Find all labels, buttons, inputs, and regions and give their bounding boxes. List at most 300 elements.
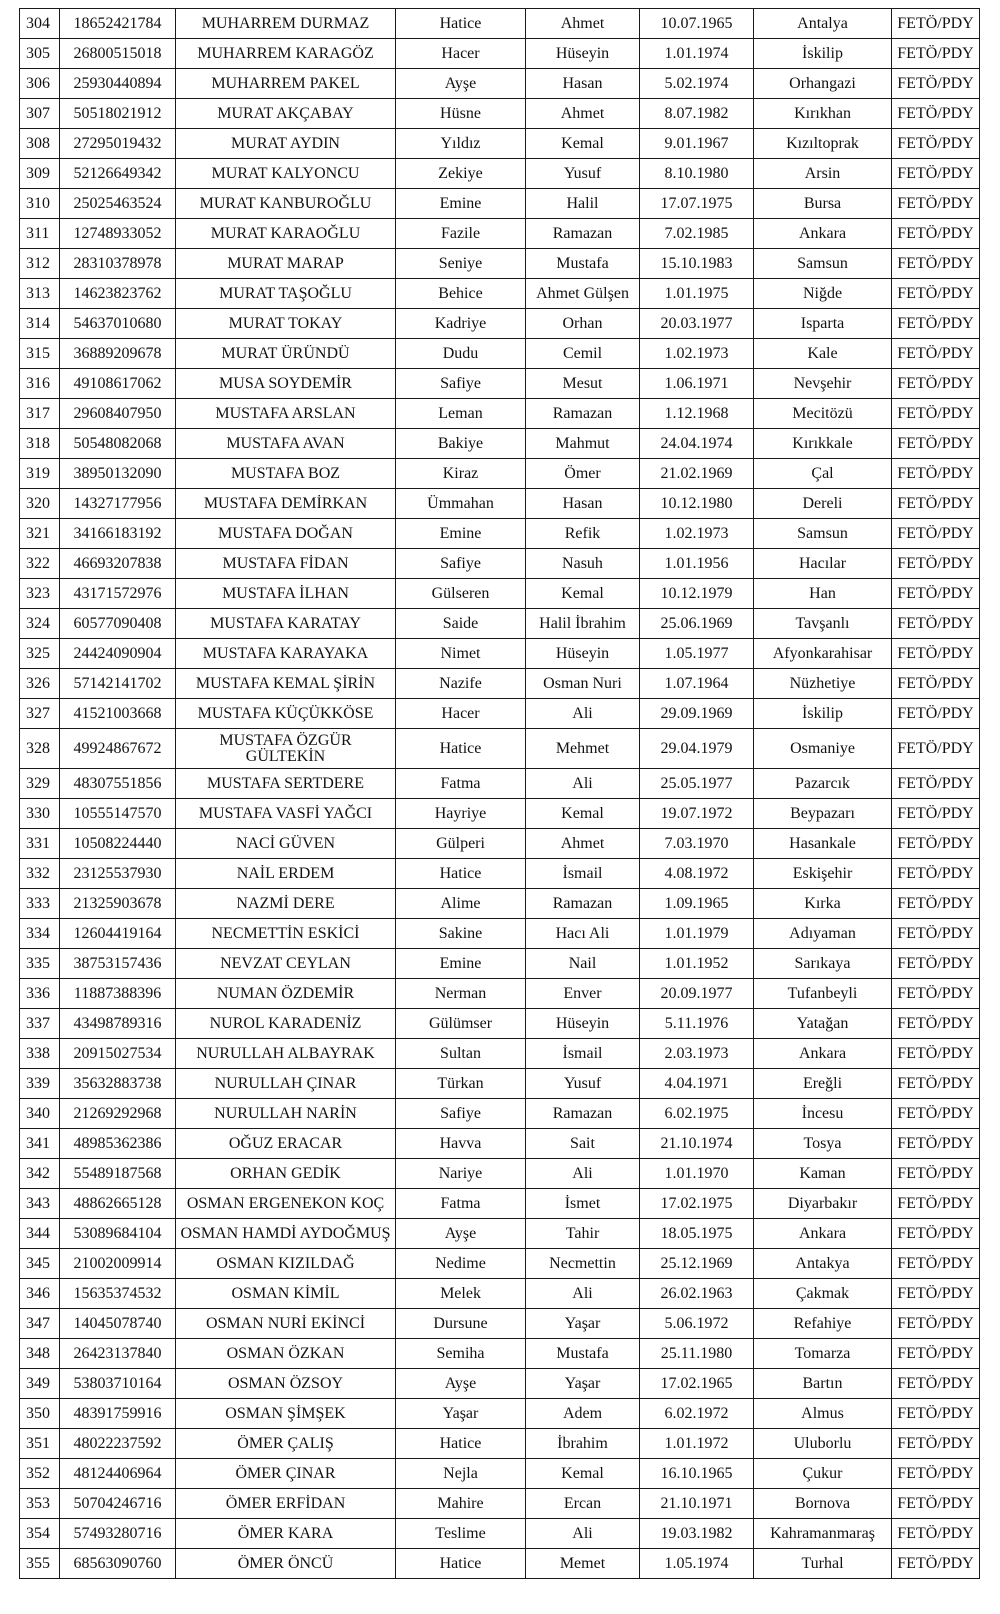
full-name-cell: ÖMER KARA xyxy=(176,1519,396,1549)
father-name-cell: Kemal xyxy=(526,1459,640,1489)
full-name-cell: MUHARREM PAKEL xyxy=(176,69,396,99)
id-number-cell: 26800515018 xyxy=(60,39,176,69)
father-name-cell: Yusuf xyxy=(526,1069,640,1099)
table-row xyxy=(20,129,980,159)
birth-date-cell: 1.02.1973 xyxy=(640,519,754,549)
father-name-cell: Cemil xyxy=(526,339,640,369)
table-row xyxy=(20,1309,980,1339)
table-row xyxy=(20,1039,980,1069)
mother-name-cell: Hacer xyxy=(396,699,526,729)
table-row xyxy=(20,69,980,99)
birth-date-cell: 1.05.1977 xyxy=(640,639,754,669)
table-row xyxy=(20,1159,980,1189)
birth-date-cell: 21.10.1974 xyxy=(640,1129,754,1159)
row-number-cell: 339 xyxy=(20,1069,60,1099)
row-number-cell: 352 xyxy=(20,1459,60,1489)
mother-name-cell: Mahire xyxy=(396,1489,526,1519)
mother-name-cell: Emine xyxy=(396,189,526,219)
organization-cell: FETÖ/PDY xyxy=(892,889,980,919)
id-number-cell: 49924867672 xyxy=(60,729,176,769)
birth-place-cell: Kale xyxy=(754,339,892,369)
father-name-cell: İsmet xyxy=(526,1189,640,1219)
full-name-cell: MUSTAFA ARSLAN xyxy=(176,399,396,429)
father-name-cell: Necmettin xyxy=(526,1249,640,1279)
mother-name-cell: Safiye xyxy=(396,369,526,399)
full-name-cell: ÖMER ÇALIŞ xyxy=(176,1429,396,1459)
father-name-cell: Mesut xyxy=(526,369,640,399)
mother-name-cell: Ayşe xyxy=(396,1219,526,1249)
birth-place-cell: Almus xyxy=(754,1399,892,1429)
father-name-cell: Hasan xyxy=(526,489,640,519)
mother-name-cell: Nazife xyxy=(396,669,526,699)
table-row xyxy=(20,399,980,429)
mother-name-cell: Leman xyxy=(396,399,526,429)
id-number-cell: 48124406964 xyxy=(60,1459,176,1489)
father-name-cell: Ercan xyxy=(526,1489,640,1519)
table-row xyxy=(20,1129,980,1159)
birth-date-cell: 16.10.1965 xyxy=(640,1459,754,1489)
table-row xyxy=(20,889,980,919)
row-number-cell: 341 xyxy=(20,1129,60,1159)
birth-place-cell: Afyonkarahisar xyxy=(754,639,892,669)
birth-place-cell: Dereli xyxy=(754,489,892,519)
mother-name-cell: Nerman xyxy=(396,979,526,1009)
full-name-cell: OSMAN ŞİMŞEK xyxy=(176,1399,396,1429)
organization-cell: FETÖ/PDY xyxy=(892,219,980,249)
mother-name-cell: Bakiye xyxy=(396,429,526,459)
birth-date-cell: 25.05.1977 xyxy=(640,769,754,799)
birth-place-cell: Bornova xyxy=(754,1489,892,1519)
birth-date-cell: 7.02.1985 xyxy=(640,219,754,249)
organization-cell: FETÖ/PDY xyxy=(892,1399,980,1429)
full-name-cell: MUSTAFA İLHAN xyxy=(176,579,396,609)
table-row xyxy=(20,579,980,609)
birth-date-cell: 20.09.1977 xyxy=(640,979,754,1009)
table-row xyxy=(20,1369,980,1399)
organization-cell: FETÖ/PDY xyxy=(892,1009,980,1039)
mother-name-cell: Melek xyxy=(396,1279,526,1309)
father-name-cell: Mustafa xyxy=(526,1339,640,1369)
mother-name-cell: Gülümser xyxy=(396,1009,526,1039)
full-name-cell: MUSTAFA KÜÇÜKKÖSE xyxy=(176,699,396,729)
father-name-cell: Mustafa xyxy=(526,249,640,279)
organization-cell: FETÖ/PDY xyxy=(892,39,980,69)
row-number-cell: 317 xyxy=(20,399,60,429)
birth-date-cell: 15.10.1983 xyxy=(640,249,754,279)
birth-place-cell: Beypazarı xyxy=(754,799,892,829)
birth-place-cell: Refahiye xyxy=(754,1309,892,1339)
birth-date-cell: 1.01.1974 xyxy=(640,39,754,69)
full-name-cell: NUROL KARADENİZ xyxy=(176,1009,396,1039)
birth-place-cell: Hacılar xyxy=(754,549,892,579)
table-row xyxy=(20,1069,980,1099)
birth-date-cell: 8.10.1980 xyxy=(640,159,754,189)
mother-name-cell: Kiraz xyxy=(396,459,526,489)
father-name-cell: Memet xyxy=(526,1549,640,1579)
row-number-cell: 315 xyxy=(20,339,60,369)
id-number-cell: 25930440894 xyxy=(60,69,176,99)
organization-cell: FETÖ/PDY xyxy=(892,699,980,729)
mother-name-cell: Emine xyxy=(396,949,526,979)
row-number-cell: 351 xyxy=(20,1429,60,1459)
organization-cell: FETÖ/PDY xyxy=(892,1549,980,1579)
table-row xyxy=(20,549,980,579)
mother-name-cell: Sakine xyxy=(396,919,526,949)
id-number-cell: 43498789316 xyxy=(60,1009,176,1039)
birth-date-cell: 2.03.1973 xyxy=(640,1039,754,1069)
birth-date-cell: 1.01.1975 xyxy=(640,279,754,309)
table-row xyxy=(20,369,980,399)
father-name-cell: Ahmet xyxy=(526,99,640,129)
organization-cell: FETÖ/PDY xyxy=(892,309,980,339)
full-name-cell: NURULLAH ÇINAR xyxy=(176,1069,396,1099)
father-name-cell: İsmail xyxy=(526,859,640,889)
organization-cell: FETÖ/PDY xyxy=(892,519,980,549)
mother-name-cell: Nariye xyxy=(396,1159,526,1189)
id-number-cell: 28310378978 xyxy=(60,249,176,279)
birth-date-cell: 10.07.1965 xyxy=(640,9,754,39)
full-name-cell: MUHARREM DURMAZ xyxy=(176,9,396,39)
organization-cell: FETÖ/PDY xyxy=(892,1519,980,1549)
row-number-cell: 325 xyxy=(20,639,60,669)
id-number-cell: 23125537930 xyxy=(60,859,176,889)
birth-place-cell: İskilip xyxy=(754,699,892,729)
full-name-cell: NEVZAT CEYLAN xyxy=(176,949,396,979)
father-name-cell: Yusuf xyxy=(526,159,640,189)
organization-cell: FETÖ/PDY xyxy=(892,609,980,639)
father-name-cell: Mehmet xyxy=(526,729,640,769)
row-number-cell: 342 xyxy=(20,1159,60,1189)
mother-name-cell: Ayşe xyxy=(396,1369,526,1399)
row-number-cell: 329 xyxy=(20,769,60,799)
full-name-cell: NACİ GÜVEN xyxy=(176,829,396,859)
organization-cell: FETÖ/PDY xyxy=(892,129,980,159)
full-name-cell: ÖMER ÇINAR xyxy=(176,1459,396,1489)
birth-date-cell: 6.02.1975 xyxy=(640,1099,754,1129)
table-row xyxy=(20,249,980,279)
organization-cell: FETÖ/PDY xyxy=(892,1249,980,1279)
birth-place-cell: Samsun xyxy=(754,249,892,279)
full-name-cell: MUSTAFA KARAYAKA xyxy=(176,639,396,669)
row-number-cell: 310 xyxy=(20,189,60,219)
organization-cell: FETÖ/PDY xyxy=(892,369,980,399)
organization-cell: FETÖ/PDY xyxy=(892,1309,980,1339)
birth-date-cell: 1.05.1974 xyxy=(640,1549,754,1579)
father-name-cell: Ömer xyxy=(526,459,640,489)
id-number-cell: 50518021912 xyxy=(60,99,176,129)
birth-place-cell: Ankara xyxy=(754,1219,892,1249)
birth-date-cell: 17.02.1965 xyxy=(640,1369,754,1399)
mother-name-cell: Ümmahan xyxy=(396,489,526,519)
id-number-cell: 10508224440 xyxy=(60,829,176,859)
birth-date-cell: 19.07.1972 xyxy=(640,799,754,829)
birth-place-cell: Antakya xyxy=(754,1249,892,1279)
organization-cell: FETÖ/PDY xyxy=(892,669,980,699)
birth-place-cell: Kırıkhan xyxy=(754,99,892,129)
row-number-cell: 350 xyxy=(20,1399,60,1429)
father-name-cell: Orhan xyxy=(526,309,640,339)
full-name-cell: MUSTAFA AVAN xyxy=(176,429,396,459)
birth-place-cell: Kaman xyxy=(754,1159,892,1189)
id-number-cell: 49108617062 xyxy=(60,369,176,399)
birth-place-cell: Arsin xyxy=(754,159,892,189)
mother-name-cell: Gülseren xyxy=(396,579,526,609)
id-number-cell: 14327177956 xyxy=(60,489,176,519)
father-name-cell: Tahir xyxy=(526,1219,640,1249)
birth-date-cell: 1.01.1952 xyxy=(640,949,754,979)
table-row xyxy=(20,769,980,799)
full-name-cell: NUMAN ÖZDEMİR xyxy=(176,979,396,1009)
mother-name-cell: Hacer xyxy=(396,39,526,69)
birth-date-cell: 20.03.1977 xyxy=(640,309,754,339)
id-number-cell: 57142141702 xyxy=(60,669,176,699)
id-number-cell: 21269292968 xyxy=(60,1099,176,1129)
mother-name-cell: Havva xyxy=(396,1129,526,1159)
full-name-cell: MUSTAFA FİDAN xyxy=(176,549,396,579)
birth-date-cell: 1.01.1979 xyxy=(640,919,754,949)
birth-place-cell: Adıyaman xyxy=(754,919,892,949)
table-row xyxy=(20,669,980,699)
full-name-cell: OSMAN HAMDİ AYDOĞMUŞ xyxy=(176,1219,396,1249)
id-number-cell: 20915027534 xyxy=(60,1039,176,1069)
mother-name-cell: Hatice xyxy=(396,9,526,39)
row-number-cell: 309 xyxy=(20,159,60,189)
full-name-cell: MUSTAFA KEMAL ŞİRİN xyxy=(176,669,396,699)
organization-cell: FETÖ/PDY xyxy=(892,279,980,309)
full-name-cell: MUSTAFA SERTDERE xyxy=(176,769,396,799)
mother-name-cell: Hüsne xyxy=(396,99,526,129)
father-name-cell: Halil xyxy=(526,189,640,219)
full-name-cell: MUSTAFA BOZ xyxy=(176,459,396,489)
id-number-cell: 35632883738 xyxy=(60,1069,176,1099)
table-row xyxy=(20,1519,980,1549)
mother-name-cell: Yaşar xyxy=(396,1399,526,1429)
birth-place-cell: Kırıkkale xyxy=(754,429,892,459)
row-number-cell: 330 xyxy=(20,799,60,829)
id-number-cell: 53803710164 xyxy=(60,1369,176,1399)
mother-name-cell: Seniye xyxy=(396,249,526,279)
full-name-cell: OSMAN ÖZKAN xyxy=(176,1339,396,1369)
father-name-cell: Adem xyxy=(526,1399,640,1429)
id-number-cell: 48985362386 xyxy=(60,1129,176,1159)
mother-name-cell: Sultan xyxy=(396,1039,526,1069)
birth-place-cell: Turhal xyxy=(754,1549,892,1579)
id-number-cell: 68563090760 xyxy=(60,1549,176,1579)
birth-place-cell: Kahramanmaraş xyxy=(754,1519,892,1549)
row-number-cell: 328 xyxy=(20,729,60,769)
row-number-cell: 311 xyxy=(20,219,60,249)
row-number-cell: 347 xyxy=(20,1309,60,1339)
birth-date-cell: 4.08.1972 xyxy=(640,859,754,889)
organization-cell: FETÖ/PDY xyxy=(892,1039,980,1069)
mother-name-cell: Fazile xyxy=(396,219,526,249)
birth-place-cell: Ereğli xyxy=(754,1069,892,1099)
father-name-cell: Ali xyxy=(526,769,640,799)
organization-cell: FETÖ/PDY xyxy=(892,459,980,489)
organization-cell: FETÖ/PDY xyxy=(892,579,980,609)
birth-date-cell: 1.06.1971 xyxy=(640,369,754,399)
row-number-cell: 319 xyxy=(20,459,60,489)
table-row xyxy=(20,1429,980,1459)
full-name-cell: OSMAN NURİ EKİNCİ xyxy=(176,1309,396,1339)
row-number-cell: 349 xyxy=(20,1369,60,1399)
birth-place-cell: Eskişehir xyxy=(754,859,892,889)
full-name-cell: NAZMİ DERE xyxy=(176,889,396,919)
mother-name-cell: Dursune xyxy=(396,1309,526,1339)
birth-place-cell: Bartın xyxy=(754,1369,892,1399)
mother-name-cell: Hayriye xyxy=(396,799,526,829)
table-row xyxy=(20,949,980,979)
row-number-cell: 331 xyxy=(20,829,60,859)
birth-place-cell: Isparta xyxy=(754,309,892,339)
row-number-cell: 324 xyxy=(20,609,60,639)
full-name-cell: MUSTAFA DOĞAN xyxy=(176,519,396,549)
table-row xyxy=(20,1489,980,1519)
row-number-cell: 312 xyxy=(20,249,60,279)
birth-place-cell: Yatağan xyxy=(754,1009,892,1039)
table-row xyxy=(20,1189,980,1219)
father-name-cell: Hüseyin xyxy=(526,39,640,69)
full-name-cell: MUSTAFA DEMİRKAN xyxy=(176,489,396,519)
birth-date-cell: 1.12.1968 xyxy=(640,399,754,429)
mother-name-cell: Kadriye xyxy=(396,309,526,339)
father-name-cell: Ahmet xyxy=(526,829,640,859)
row-number-cell: 345 xyxy=(20,1249,60,1279)
table-row xyxy=(20,219,980,249)
organization-cell: FETÖ/PDY xyxy=(892,799,980,829)
mother-name-cell: Gülperi xyxy=(396,829,526,859)
full-name-cell: NECMETTİN ESKİCİ xyxy=(176,919,396,949)
father-name-cell: Hüseyin xyxy=(526,1009,640,1039)
organization-cell: FETÖ/PDY xyxy=(892,1099,980,1129)
table-row xyxy=(20,609,980,639)
father-name-cell: Ramazan xyxy=(526,889,640,919)
id-number-cell: 38753157436 xyxy=(60,949,176,979)
full-name-cell: MUHARREM KARAGÖZ xyxy=(176,39,396,69)
organization-cell: FETÖ/PDY xyxy=(892,859,980,889)
id-number-cell: 14045078740 xyxy=(60,1309,176,1339)
organization-cell: FETÖ/PDY xyxy=(892,1219,980,1249)
birth-place-cell: Antalya xyxy=(754,9,892,39)
row-number-cell: 321 xyxy=(20,519,60,549)
birth-place-cell: Niğde xyxy=(754,279,892,309)
father-name-cell: Kemal xyxy=(526,579,640,609)
full-name-cell: OĞUZ ERACAR xyxy=(176,1129,396,1159)
id-number-cell: 48391759916 xyxy=(60,1399,176,1429)
birth-date-cell: 25.11.1980 xyxy=(640,1339,754,1369)
father-name-cell: Hasan xyxy=(526,69,640,99)
table-row xyxy=(20,729,980,769)
organization-cell: FETÖ/PDY xyxy=(892,949,980,979)
id-number-cell: 60577090408 xyxy=(60,609,176,639)
id-number-cell: 14623823762 xyxy=(60,279,176,309)
full-name-cell: OSMAN ÖZSOY xyxy=(176,1369,396,1399)
row-number-cell: 326 xyxy=(20,669,60,699)
father-name-cell: Ali xyxy=(526,699,640,729)
id-number-cell: 57493280716 xyxy=(60,1519,176,1549)
birth-place-cell: Nevşehir xyxy=(754,369,892,399)
organization-cell: FETÖ/PDY xyxy=(892,1459,980,1489)
row-number-cell: 346 xyxy=(20,1279,60,1309)
full-name-cell: OSMAN KIZILDAĞ xyxy=(176,1249,396,1279)
full-name-cell: NAİL ERDEM xyxy=(176,859,396,889)
table-row xyxy=(20,339,980,369)
id-number-cell: 29608407950 xyxy=(60,399,176,429)
father-name-cell: İsmail xyxy=(526,1039,640,1069)
row-number-cell: 334 xyxy=(20,919,60,949)
organization-cell: FETÖ/PDY xyxy=(892,189,980,219)
mother-name-cell: Dudu xyxy=(396,339,526,369)
table-row xyxy=(20,1399,980,1429)
table-row xyxy=(20,429,980,459)
father-name-cell: İbrahim xyxy=(526,1429,640,1459)
father-name-cell: Nasuh xyxy=(526,549,640,579)
father-name-cell: Mahmut xyxy=(526,429,640,459)
row-number-cell: 338 xyxy=(20,1039,60,1069)
row-number-cell: 308 xyxy=(20,129,60,159)
table-row xyxy=(20,309,980,339)
birth-date-cell: 1.07.1964 xyxy=(640,669,754,699)
birth-date-cell: 9.01.1967 xyxy=(640,129,754,159)
organization-cell: FETÖ/PDY xyxy=(892,159,980,189)
id-number-cell: 12748933052 xyxy=(60,219,176,249)
birth-date-cell: 5.06.1972 xyxy=(640,1309,754,1339)
father-name-cell: Ahmet xyxy=(526,9,640,39)
mother-name-cell: Semiha xyxy=(396,1339,526,1369)
mother-name-cell: Alime xyxy=(396,889,526,919)
table-row xyxy=(20,1549,980,1579)
birth-place-cell: Çukur xyxy=(754,1459,892,1489)
organization-cell: FETÖ/PDY xyxy=(892,399,980,429)
organization-cell: FETÖ/PDY xyxy=(892,829,980,859)
father-name-cell: Ali xyxy=(526,1519,640,1549)
birth-place-cell: Osmaniye xyxy=(754,729,892,769)
birth-place-cell: Tavşanlı xyxy=(754,609,892,639)
birth-date-cell: 5.02.1974 xyxy=(640,69,754,99)
father-name-cell: Hacı Ali xyxy=(526,919,640,949)
organization-cell: FETÖ/PDY xyxy=(892,9,980,39)
row-number-cell: 322 xyxy=(20,549,60,579)
row-number-cell: 323 xyxy=(20,579,60,609)
id-number-cell: 53089684104 xyxy=(60,1219,176,1249)
mother-name-cell: Türkan xyxy=(396,1069,526,1099)
row-number-cell: 313 xyxy=(20,279,60,309)
organization-cell: FETÖ/PDY xyxy=(892,489,980,519)
table-row xyxy=(20,1459,980,1489)
row-number-cell: 307 xyxy=(20,99,60,129)
birth-date-cell: 6.02.1972 xyxy=(640,1399,754,1429)
row-number-cell: 344 xyxy=(20,1219,60,1249)
id-number-cell: 36889209678 xyxy=(60,339,176,369)
birth-date-cell: 21.10.1971 xyxy=(640,1489,754,1519)
id-number-cell: 15635374532 xyxy=(60,1279,176,1309)
id-number-cell: 21325903678 xyxy=(60,889,176,919)
mother-name-cell: Behice xyxy=(396,279,526,309)
birth-place-cell: Ankara xyxy=(754,219,892,249)
full-name-cell: NURULLAH ALBAYRAK xyxy=(176,1039,396,1069)
birth-date-cell: 29.09.1969 xyxy=(640,699,754,729)
row-number-cell: 305 xyxy=(20,39,60,69)
birth-date-cell: 4.04.1971 xyxy=(640,1069,754,1099)
full-name-cell: MUSTAFA ÖZGÜR GÜLTEKİN xyxy=(176,729,396,769)
mother-name-cell: Emine xyxy=(396,519,526,549)
full-name-cell: MUSA SOYDEMİR xyxy=(176,369,396,399)
row-number-cell: 354 xyxy=(20,1519,60,1549)
table-row xyxy=(20,829,980,859)
row-number-cell: 355 xyxy=(20,1549,60,1579)
birth-place-cell: Nüzhetiye xyxy=(754,669,892,699)
row-number-cell: 304 xyxy=(20,9,60,39)
